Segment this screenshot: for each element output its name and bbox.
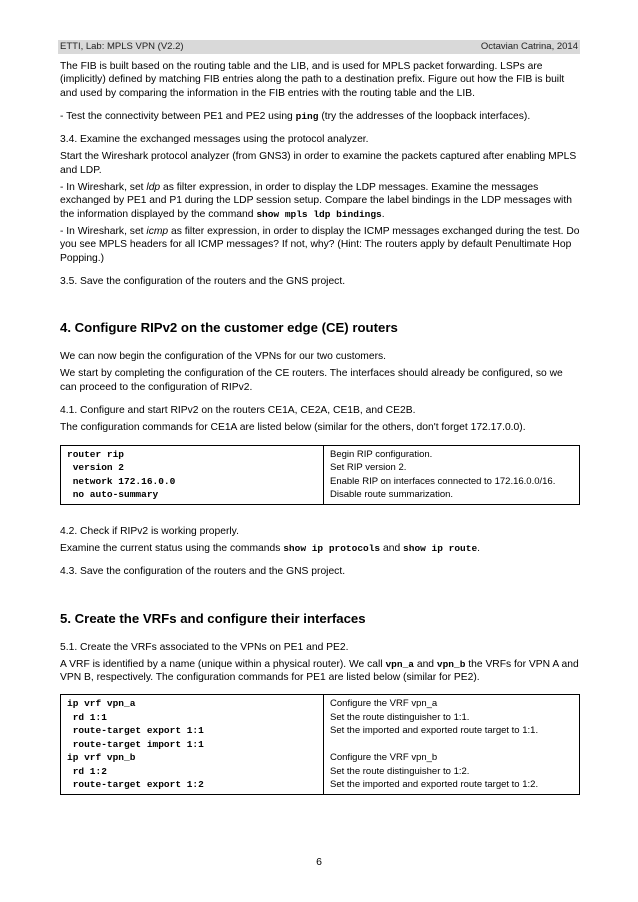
section-3-4-title: 3.4. Examine the exchanged messages using the protocol analyzer. [60, 134, 369, 146]
vrf-config-commands: ip vrf vpn_a rd 1:1 route-target export 1:1 route-target import 1:1 ip vrf vpn_b rd 1:2 route-target export 1:2 [61, 695, 324, 795]
rip-config-descriptions: Begin RIP configuration. Set RIP version 2. Enable RIP on interfaces connected to 172.16.0.0/16. Disable route summarization. [324, 445, 580, 504]
ldp-bindings-command: show mpls ldp bindings [256, 208, 382, 220]
vpn-a-name: vpn_a [385, 658, 414, 670]
section-3-4-p1: Start the Wireshark protocol analyzer (from GNS3) in order to examine the packets captured after enabling MPLS and LDP. [60, 151, 577, 176]
ping-test-paragraph: - Test the connectivity between PE1 and PE2 using ping (try the addresses of the loopback interfaces). [60, 110, 531, 122]
vrf-config-table [60, 694, 580, 795]
section-3-5: 3.5. Save the configuration of the routers and the GNS project. [60, 275, 346, 287]
rip-config-table [60, 445, 580, 505]
page-number: 6 [316, 856, 322, 868]
section-4-heading: 4. Configure RIPv2 on the customer edge (CE) routers [60, 320, 398, 336]
section-3-4-p2: - In Wireshark, set ldp as filter expression, in order to display the LDP messages. Examine the messages exchanged by PE1 and P1 during the LDP session setup. Compare the label bindings in the LDP messages with the information displayed by the command show mpls ldp bindings. [60, 182, 572, 220]
vpn-b-name: vpn_b [436, 658, 466, 670]
page-header [58, 40, 580, 54]
section-4-p1: We can now begin the configuration of the VPNs for our two customers. [60, 351, 387, 363]
section-4-p2: We start by completing the configuration of the CE routers. The interfaces should already be configured, so we can proceed to the configuration of RIPv2. [60, 368, 563, 393]
show-ip-protocols-command: show ip protocols [283, 542, 381, 554]
section-4-1-title: 4.1. Configure and start RIPv2 on the routers CE1A, CE2A, CE1B, and CE2B. [60, 405, 416, 417]
show-ip-route-command: show ip route [403, 542, 478, 554]
section-5-1-title: 5.1. Create the VRFs associated to the VPNs on PE1 and PE2. [60, 641, 349, 653]
section-4-1-text: The configuration commands for CE1A are listed below (similar for the others, don't forget 172.17.0.0). [60, 422, 526, 434]
intro-paragraph: The FIB is built based on the routing table and the LIB, and is used for MPLS packet forwarding. LSPs are (implicitly) defined by matching FIB entries along the path to a destination prefix. Figure out how the FIB is built and used by comparing the information in the FIB entries with the routing table and the LIB. [60, 61, 565, 99]
ping-command: ping [295, 110, 319, 122]
section-4-2-text: Examine the current status using the commands show ip protocols and show ip route. [60, 542, 481, 554]
rip-config-commands: router rip version 2 network 172.16.0.0 no auto-summary [61, 445, 324, 504]
section-3-4-p3: - In Wireshark, set icmp as filter expression, in order to display the ICMP messages exchanged during the test. Do you see MPLS headers for all ICMP messages? If not, why? (Hint: The routers apply by default Penultimate Hop Popping.) [60, 225, 580, 264]
page-content [60, 60, 580, 795]
header-right: Octavian Catrina, 2014 [480, 41, 578, 52]
header-left: ETTI, Lab: MPLS VPN (V2.2) [60, 41, 184, 52]
section-5-heading: 5. Create the VRFs and configure their interfaces [60, 610, 366, 626]
section-5-1-text: A VRF is identified by a name (unique within a physical router). We call vpn_a and vpn_b the VRFs for VPN A and VPN B, respectively. The configuration commands for PE1 are listed below (similar for PE2). [60, 658, 579, 684]
section-4-3: 4.3. Save the configuration of the routers and the GNS project. [60, 566, 346, 578]
section-4-2-title: 4.2. Check if RIPv2 is working properly. [60, 525, 239, 537]
vrf-config-descriptions: Configure the VRF vpn_a Set the route distinguisher to 1:1. Set the imported and exported route target to 1:1. Configure the VRF vpn_b Set the route distinguisher to 1:2. Set the imported and exported route target to 1:2. [324, 695, 580, 795]
